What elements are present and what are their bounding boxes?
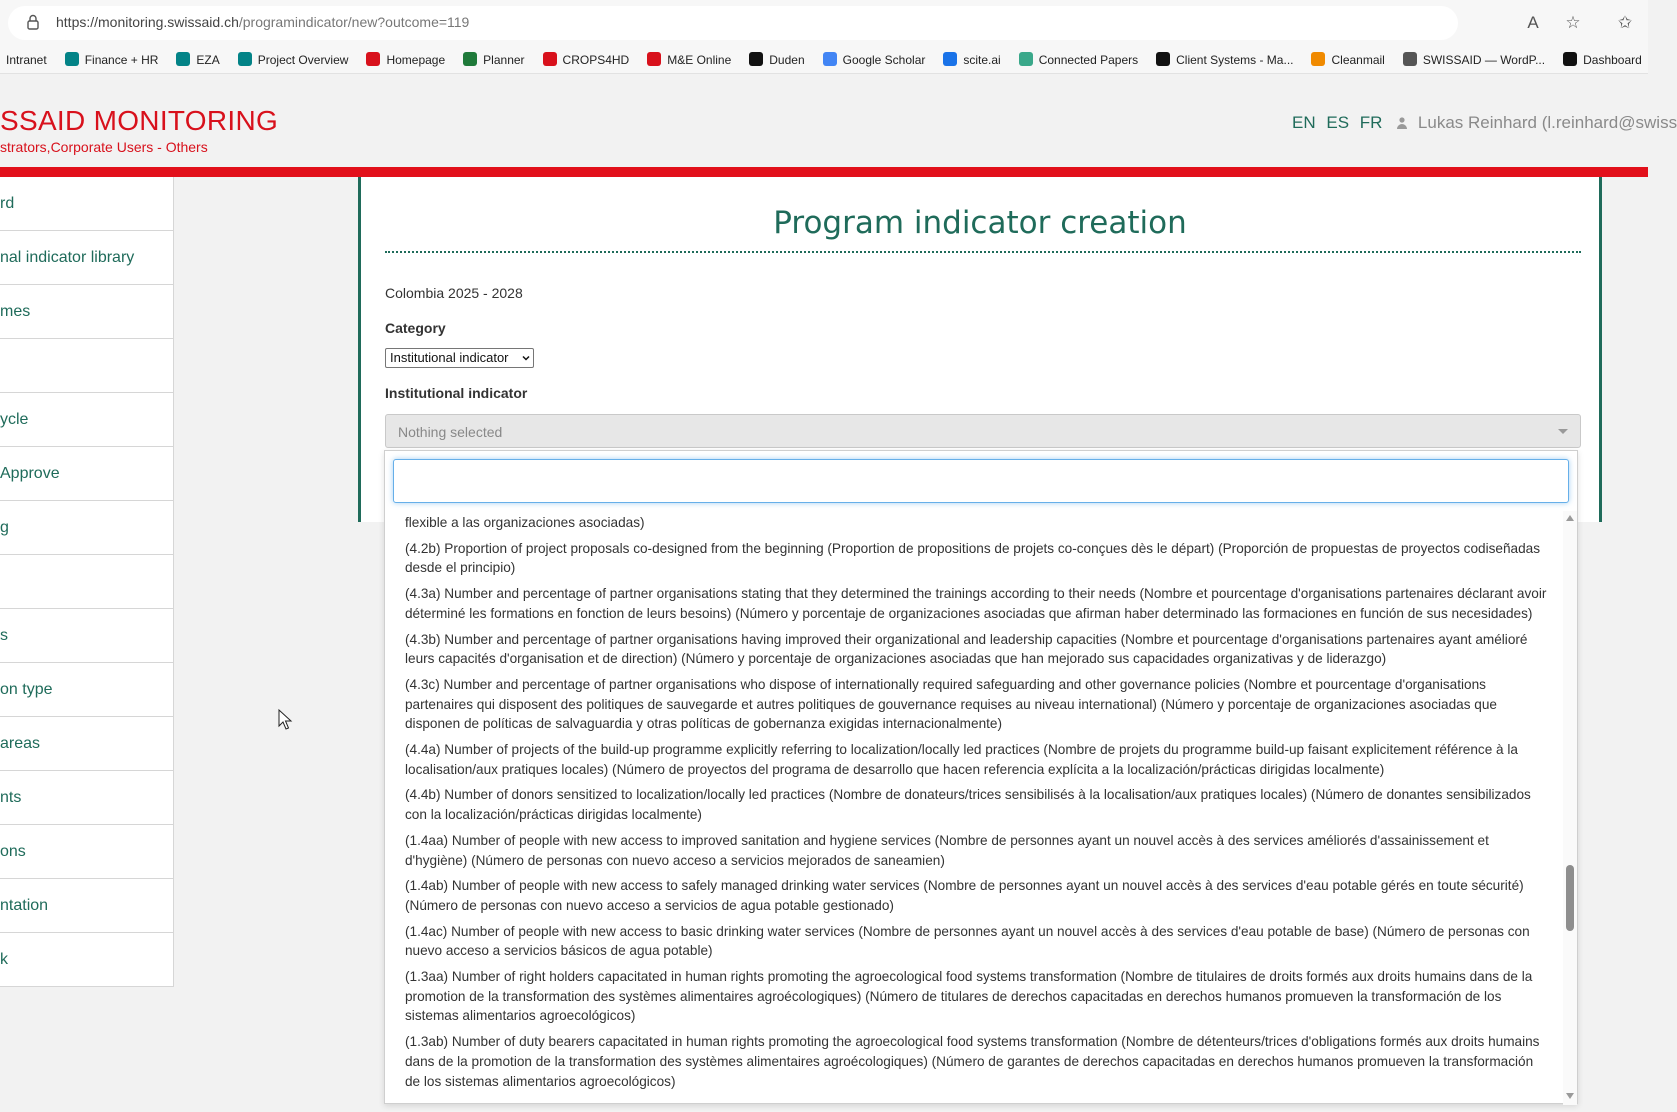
indicator-option[interactable]: (4.3c) Number and percentage of partner organisations who dispose of internationally required safeguarding and other governance policies (Nombre et pourcentage d'organisations partenaires qui disposent des politiques de sauvegarde et autres politiques de gouvernance requises au niveau international) (Número y porcentaje de organizaciones asociadas que disponen de políticas de salvaguardia y otras políticas de gobernanza exigidas internacionalmente)	[405, 676, 1497, 732]
title-divider	[385, 251, 1581, 253]
read-aloud-icon[interactable]: A	[1527, 13, 1539, 32]
bookmark-item[interactable]	[1403, 46, 1545, 74]
sidebar-item[interactable]	[0, 825, 174, 879]
sharepoint-icon	[238, 52, 252, 66]
sidebar-item-label: g	[0, 519, 9, 536]
lang-en-link[interactable]: EN	[1292, 113, 1316, 132]
bookmark-label: Cleanmail	[1331, 53, 1385, 67]
cleanmail-icon	[1311, 52, 1325, 66]
sidebar-item[interactable]	[0, 771, 174, 825]
bookmark-label: Intranet	[6, 53, 47, 67]
sidebar-item-label: s	[0, 627, 8, 644]
sidebar-item-label: nal indicator library	[0, 249, 135, 266]
sidebar-item[interactable]	[0, 501, 174, 555]
indicator-option[interactable]: (1.4ab) Number of people with new access to safely managed drinking water services (Nombre de personnes ayant un nouvel accès à des services d'eau potable gérés en toute sécurité) (Número de personas con nuevo acceso a servicios de agua potable gestionado)	[405, 878, 1524, 913]
bookmark-item[interactable]	[1156, 46, 1293, 74]
bookmark-label: Finance + HR	[84, 53, 159, 67]
address-text[interactable]: https://monitoring.swissaid.ch/programindicator/new?outcome=119	[56, 14, 470, 30]
bookmark-item[interactable]	[6, 46, 47, 74]
bookmark-item[interactable]	[65, 46, 159, 74]
bookmark-item[interactable]	[1563, 46, 1642, 74]
sidebar-item-label: Approve	[0, 465, 60, 482]
sidebar-item-label: ycle	[0, 411, 29, 428]
planner-icon	[463, 52, 477, 66]
sidebar-item[interactable]	[0, 609, 174, 663]
bookmark-item[interactable]	[823, 46, 926, 74]
dropdown-scrollbar[interactable]	[1563, 511, 1577, 1105]
bookmark-label: Homepage	[386, 53, 446, 67]
scroll-up-arrow-icon[interactable]	[1566, 515, 1574, 521]
browser-toolbar	[0, 0, 1648, 46]
bookmark-item[interactable]	[1019, 46, 1138, 74]
bookmark-item[interactable]	[366, 46, 445, 74]
indicator-label: Institutional indicator	[385, 385, 528, 401]
bookmark-item[interactable]	[749, 46, 804, 74]
bookmark-label: EZA	[196, 53, 220, 67]
indicator-option[interactable]: (4.3a) Number and percentage of partner organisations stating that they determined the trainings according to their needs (Nombre et pourcentage d'organisations partenaires déclarant avoir déterminé les formations en fonction de leurs besoins) (Número y porcentaje de organizaciones asociadas que afirman haber determinado las formaciones en función de sus necesidades)	[405, 586, 1547, 621]
lang-es-link[interactable]: ES	[1326, 113, 1350, 132]
sidebar-item-label: mes	[0, 303, 31, 320]
category-select[interactable]	[385, 348, 534, 368]
lock-icon	[26, 14, 40, 30]
user-icon	[1397, 117, 1407, 129]
bookmark-item[interactable]	[943, 46, 1000, 74]
indicator-option[interactable]: (4.2b) Proportion of project proposals co-designed from the beginning (Proportion de propositions de projets co-conçues dès le départ) (Proporción de propuestas de proyectos codiseñadas desde el principio)	[405, 540, 1540, 576]
category-select-value: Institutional indicator	[390, 350, 509, 365]
header-right	[1292, 113, 1677, 133]
sidebar-item[interactable]	[0, 231, 174, 285]
client-systems-icon	[1156, 52, 1170, 66]
bookmark-label: M&E Online	[667, 53, 732, 67]
favorite-star-icon[interactable]: ☆	[1565, 13, 1581, 32]
bookmark-label: Duden	[769, 53, 805, 67]
indicator-option[interactable]: (1.3aa) Number of right holders capacitated in human rights promoting the agroecological food systems transformation (Nombre de titulaires de droits formés aux droits humains dans de la promotion de la transformation des systèmes alimentaires agroécologiques) (Número de titulares de derechos capacitadas en derechos humanos promueven la transformación de los sistemas alimentarios agroecológicos)	[405, 969, 1533, 1024]
dropdown-search-input[interactable]	[393, 459, 1569, 503]
duden-icon	[749, 52, 763, 66]
scholar-icon	[823, 52, 837, 66]
bookmark-item[interactable]	[543, 46, 630, 74]
indicator-option[interactable]: flexible a las organizaciones asociadas)	[405, 515, 645, 530]
sidebar-item[interactable]	[0, 285, 174, 339]
dashboard-icon	[1563, 52, 1577, 66]
sharepoint-icon	[176, 52, 190, 66]
indicator-picker[interactable]	[385, 414, 1581, 448]
caret-down-icon	[1558, 429, 1568, 434]
sidebar-item-label: ntation	[0, 897, 49, 914]
sidebar-item[interactable]	[0, 879, 174, 933]
category-label: Category	[385, 320, 446, 336]
favorites-list-icon[interactable]: ✩	[1617, 13, 1633, 32]
bookmarks-bar	[0, 46, 1648, 74]
sidebar-item[interactable]	[0, 555, 174, 609]
sidebar-item-label: on type	[0, 681, 53, 698]
user-roles: strators,Corporate Users - Others	[0, 139, 208, 155]
bookmark-item[interactable]	[238, 46, 349, 74]
bookmark-item[interactable]	[176, 46, 219, 74]
sidebar-item[interactable]	[0, 663, 174, 717]
bookmark-label: Client Systems - Ma...	[1176, 53, 1294, 67]
sidebar-item-label: rd	[0, 195, 15, 212]
indicator-option[interactable]: (4.4a) Number of projects of the build-up programme explicitly referring to localization/locally led practices (Nombre de projets du programme build-up faisant explicitement référence à la localisation/aux pratiques locales) (Número de proyectos del programa de desarrollo que hacen referencia explícita a la localización/prácticas dirigidas localmente)	[405, 742, 1518, 777]
scrollbar-thumb[interactable]	[1566, 865, 1574, 931]
indicator-option[interactable]: (1.3ab) Number of duty bearers capacitated in human rights promoting the agroecological food systems transformation (Nombre de détenteurs/trices d'obligations formés aux droits humains dans de la promotion de la transformation des systèmes alimentaires agroécologiques) (Número de garantes de derechos capacitadas en derechos humanos promueven la transformación de los sistemas alimentarios agroecológicos)	[405, 1034, 1540, 1089]
indicator-option[interactable]: (1.4ac) Number of people with new access to basic drinking water services (Nombre de personnes ayant un nouvel accès à des services d'eau potable de base) (Número de personas con nuevo acceso a servicios básicos de agua potable)	[405, 923, 1530, 959]
swissaid-icon	[647, 52, 661, 66]
connected-papers-icon	[1019, 52, 1033, 66]
swissaid-icon	[366, 52, 380, 66]
sidebar-item-label: areas	[0, 735, 41, 752]
bookmark-label: scite.ai	[963, 53, 1001, 67]
sidebar-item[interactable]	[0, 177, 174, 231]
indicator-placeholder: Nothing selected	[398, 424, 503, 440]
bookmark-label: Dashboard	[1583, 53, 1642, 67]
sidebar-item[interactable]	[0, 447, 174, 501]
bookmark-label: SWISSAID — WordP...	[1422, 53, 1546, 67]
sidebar-item[interactable]	[0, 717, 174, 771]
sidebar-nav	[0, 177, 174, 987]
header-divider	[0, 167, 1648, 177]
chevron-down-icon	[522, 354, 530, 362]
user-name[interactable]: Lukas Reinhard (l.reinhard@swiss	[1417, 113, 1677, 132]
bookmark-item[interactable]	[647, 46, 731, 74]
sharepoint-icon	[65, 52, 79, 66]
sidebar-item[interactable]	[0, 393, 174, 447]
mouse-cursor-icon	[278, 709, 292, 731]
brand-title[interactable]: SSAID MONITORING	[0, 105, 279, 136]
scite-icon	[943, 52, 957, 66]
bookmark-label: Connected Papers	[1038, 53, 1139, 67]
sidebar-item-label: nts	[0, 789, 22, 806]
sidebar-item[interactable]	[0, 933, 174, 987]
bookmark-label: Planner	[483, 53, 525, 67]
globe-icon	[1403, 52, 1417, 66]
bookmark-item[interactable]	[463, 46, 524, 74]
bookmark-label: CROPS4HD	[562, 53, 630, 67]
app-header	[0, 75, 1677, 167]
crops-icon	[543, 52, 557, 66]
indicator-option[interactable]: (4.3b) Number and percentage of partner organisations having improved their organizational and leadership capacities (Nombre et pourcentage d'organisations partenaires ayant amélioré leurs capacités d'organisation et de direction) (Número y porcentaje de organizaciones asociadas que han mejorado sus capacidades organizativas y de liderazgo)	[405, 631, 1528, 667]
program-name: Colombia 2025 - 2028	[385, 285, 523, 301]
page-title: Program indicator creation	[773, 205, 1187, 241]
indicator-dropdown	[384, 450, 1578, 1104]
sidebar-item[interactable]	[0, 339, 174, 393]
sidebar-item-label: k	[0, 951, 8, 968]
indicator-options-list	[385, 511, 1561, 1105]
indicator-option[interactable]: (1.4aa) Number of people with new access to improved sanitation and hygiene services (Nombre de personnes ayant un nouvel accès à des services améliorés d'assainissement et d'hygiène) (Número de personas con nuevo acceso a servicios mejorados de saneamien)	[405, 832, 1489, 868]
bookmark-item[interactable]	[1311, 46, 1384, 74]
indicator-option[interactable]: (4.4b) Number of donors sensitized to localization/locally led practices (Nombre de donateurs/trices sensibilisés à la localisation/aux pratiques locales) (Número de donantes sensibilizados con la localización/prácticas dirigidas localmente)	[405, 787, 1531, 823]
sidebar-item-label: ons	[0, 843, 26, 860]
bookmark-label: Google Scholar	[842, 53, 926, 67]
lang-fr-link[interactable]: FR	[1359, 113, 1383, 132]
scroll-down-arrow-icon[interactable]	[1566, 1093, 1574, 1099]
bookmark-label: Project Overview	[257, 53, 349, 67]
